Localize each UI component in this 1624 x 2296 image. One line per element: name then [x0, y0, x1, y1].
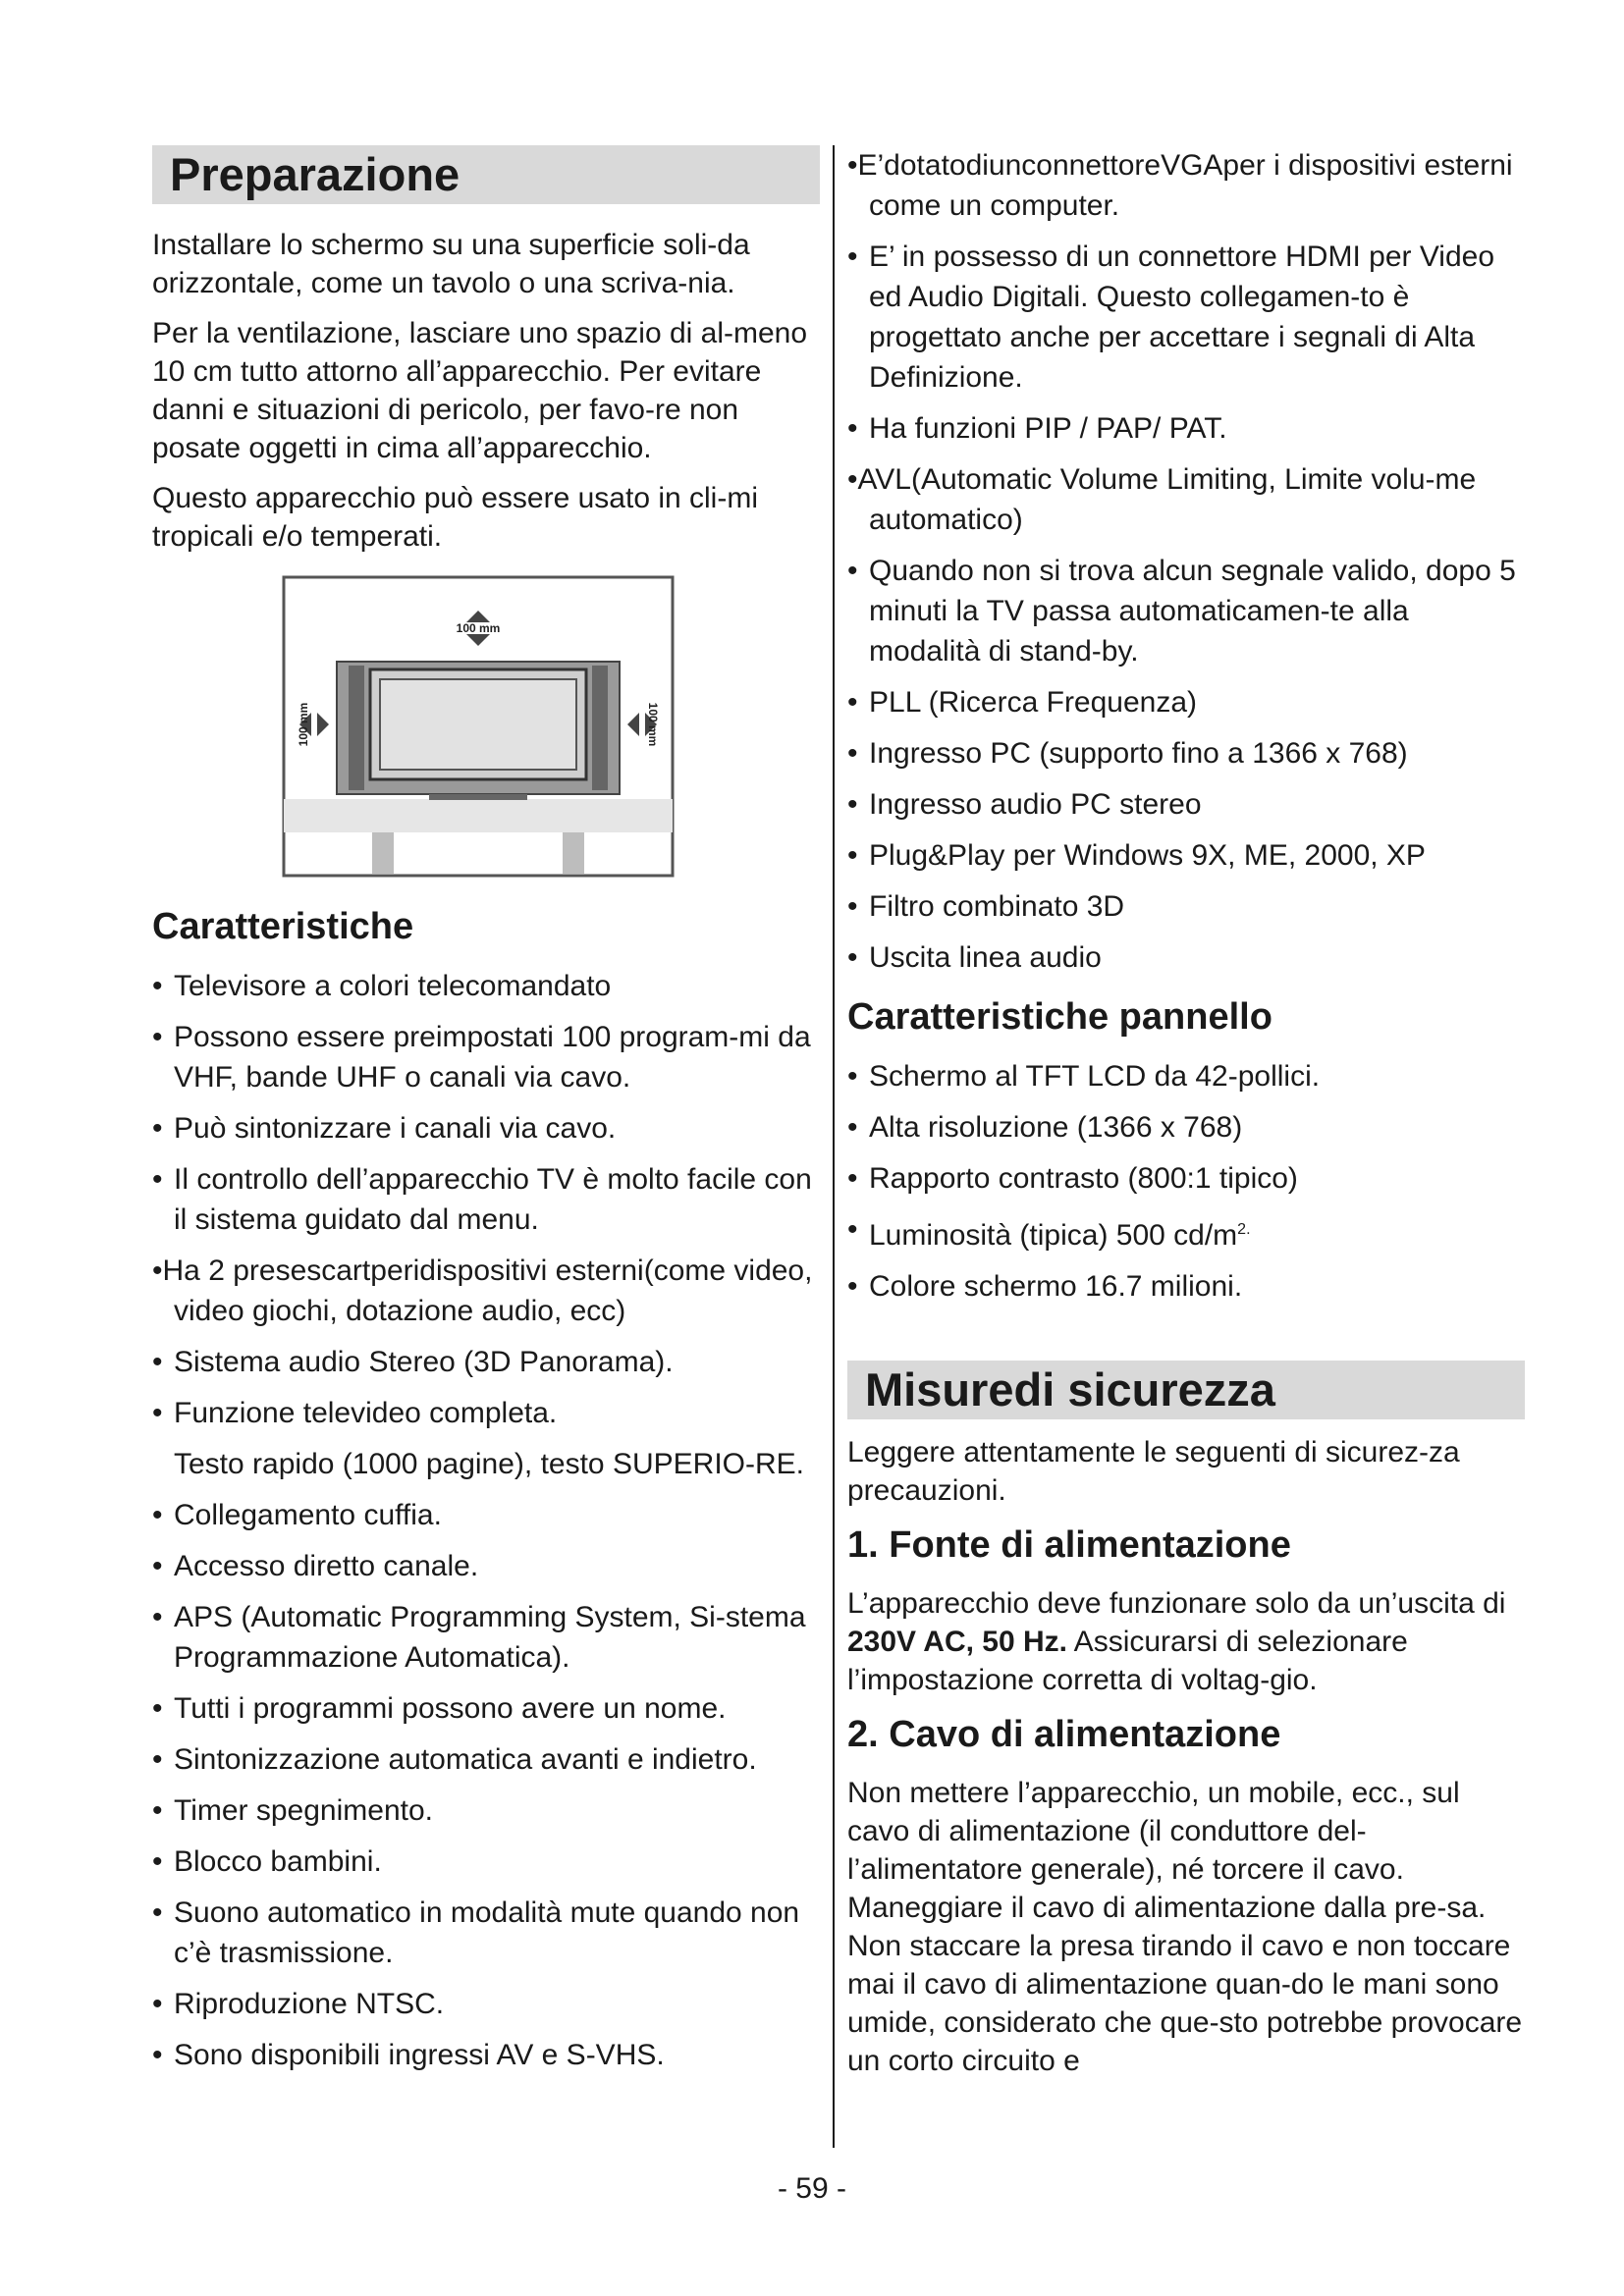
text-run: L’apparecchio deve funzionare solo da un’uscita di [847, 1587, 1506, 1620]
list-item: • Uscita linea audio [847, 937, 1525, 978]
label-left-clearance: 100 mm [297, 702, 310, 747]
label-right-clearance: 100 mm [646, 702, 660, 747]
tv-clearance-figure [282, 575, 675, 878]
label-top-clearance: 100 mm [456, 621, 501, 635]
luminance-text: Luminosità (tipica) 500 cd/m [869, 1219, 1238, 1252]
preparazione-banner [152, 145, 820, 204]
list-item: • Tutti i programmi possono avere un nome. [152, 1688, 820, 1729]
list-item: • Plug&Play per Windows 9X, ME, 2000, XP [847, 835, 1525, 876]
list-item: • APS (Automatic Programming System, Si-stema Programmazione Automatica). [152, 1597, 820, 1678]
list-item: • Suono automatico in modalità mute quando non c’è trasmissione. [152, 1893, 820, 1973]
section-title-caratteristiche: Caratteristiche [152, 906, 414, 947]
list-item: • Possono essere preimpostati 100 program-mi da VHF, bande UHF o canali via cavo. [152, 1017, 820, 1097]
list-item: • Il controllo dell’apparecchio TV è molto facile con il sistema guidato dal menu. [152, 1159, 820, 1240]
panel-features-list [847, 1056, 1525, 1307]
list-item: • Collegamento cuffia. [152, 1495, 820, 1535]
list-item: • Sintonizzazione automatica avanti e indietro. [152, 1739, 820, 1780]
list-item: • Schermo al TFT LCD da 42-pollici. [847, 1056, 1525, 1096]
list-item: • Rapporto contrasto (800:1 tipico) [847, 1158, 1525, 1199]
list-item: • Televisore a colori telecomandato [152, 966, 820, 1006]
section-title-caratteristiche-pannello: Caratteristiche pannello [847, 996, 1272, 1038]
safety-intro: Leggere attentamente le seguenti di sicurez-za precauzioni. [847, 1436, 1460, 1507]
subsection-title-cavo-alimentazione: 2. Cavo di alimentazione [847, 1714, 1281, 1755]
section-title-preparazione: Preparazione [170, 148, 460, 200]
list-item: • Filtro combinato 3D [847, 886, 1525, 927]
features-list [152, 966, 820, 2075]
list-item: • Sono disponibili ingressi AV e S-VHS. [152, 2035, 820, 2075]
list-item: • Sistema audio Stereo (3D Panorama). [152, 1342, 820, 1382]
list-item: • Ingresso audio PC stereo [847, 784, 1525, 825]
page-number: - 59 - [777, 2172, 847, 2205]
list-item: • Accesso diretto canale. [152, 1546, 820, 1586]
prep-paragraph-1: Installare lo schermo su una superficie soli-da orizzontale, come un tavolo o una scriva-nia. [152, 229, 750, 299]
list-item: • PLL (Ricerca Frequenza) [847, 682, 1525, 722]
list-item: •Ha 2 presescartperidispositivi esterni(come video, video giochi, dotazione audio, ecc) [152, 1255, 813, 1327]
list-item: • Ingresso PC (supporto fino a 1366 x 768) [847, 733, 1525, 774]
list-item [847, 1209, 1525, 1255]
list-item: •AVL(Automatic Volume Limiting, Limite volu-me automatico) [847, 463, 1477, 536]
voltage-spec: 230V AC, 50 Hz. [847, 1626, 1067, 1658]
text-run: Assicurarsi di selezionare l’impostazione corretta di voltag-gio. [847, 1626, 1408, 1696]
list-item: • Quando non si trova alcun segnale valido, dopo 5 minuti la TV passa automaticamen-te alla modalità di stand-by. [847, 551, 1525, 671]
list-item: • Ha funzioni PIP / PAP/ PAT. [847, 408, 1525, 449]
list-item: • Blocco bambini. [152, 1842, 820, 1882]
section-title-misure-sicurezza: Misuredi sicurezza [865, 1363, 1275, 1415]
prep-paragraph-3: Questo apparecchio può essere usato in cli-mi tropicali e/o temperati. [152, 482, 758, 553]
list-item: • E’ in possesso di un connettore HDMI per Video ed Audio Digitali. Questo collegamen-to è progettato anche per accettare i segnali di Alta Definizione. [847, 237, 1525, 398]
fonte-alimentazione-text [847, 1584, 1525, 1699]
left-column [152, 145, 820, 2086]
list-item: • Riproduzione NTSC. [152, 1984, 820, 2024]
prep-paragraph-2: Per la ventilazione, lasciare uno spazio di al-meno 10 cm tutto attorno all’apparecchio. Per evitare danni e situazioni di pericolo, per favo-re non posate oggetti in cima all’apparecchio. [152, 317, 808, 464]
list-item: • Funzione televideo completa. [152, 1393, 820, 1433]
list-item: • Colore schermo 16.7 milioni. [847, 1266, 1525, 1307]
features-list-continued [847, 145, 1525, 978]
list-item: •E’dotatodiunconnettoreVGAper i dispositivi esterni come un computer. [847, 149, 1513, 222]
tv-clearance-diagram [282, 575, 675, 878]
list-item: • Può sintonizzare i canali via cavo. [152, 1108, 820, 1148]
subsection-title-fonte-alimentazione: 1. Fonte di alimentazione [847, 1524, 1291, 1566]
list-item: Testo rapido (1000 pagine), testo SUPERIO-RE. [174, 1448, 804, 1480]
superscript: 2. [1237, 1221, 1251, 1238]
right-column [847, 145, 1525, 2092]
cavo-alimentazione-text: Non mettere l’apparecchio, un mobile, ecc., sul cavo di alimentazione (il conduttore del-l’alimentatore generale), né torcere il cavo. Maneggiare il cavo di alimentazione dalla pre-sa. Non staccare la presa tirando il cavo e non toccare mai il cavo di alimentazione quan-do le mani sono umide, considerato che que-sto potrebbe provocare un corto circuito e [847, 1777, 1523, 2077]
list-item: • Timer spegnimento. [152, 1790, 820, 1831]
list-item: • Alta risoluzione (1366 x 768) [847, 1107, 1525, 1148]
column-divider [833, 145, 835, 2148]
misure-sicurezza-banner [847, 1361, 1525, 1419]
